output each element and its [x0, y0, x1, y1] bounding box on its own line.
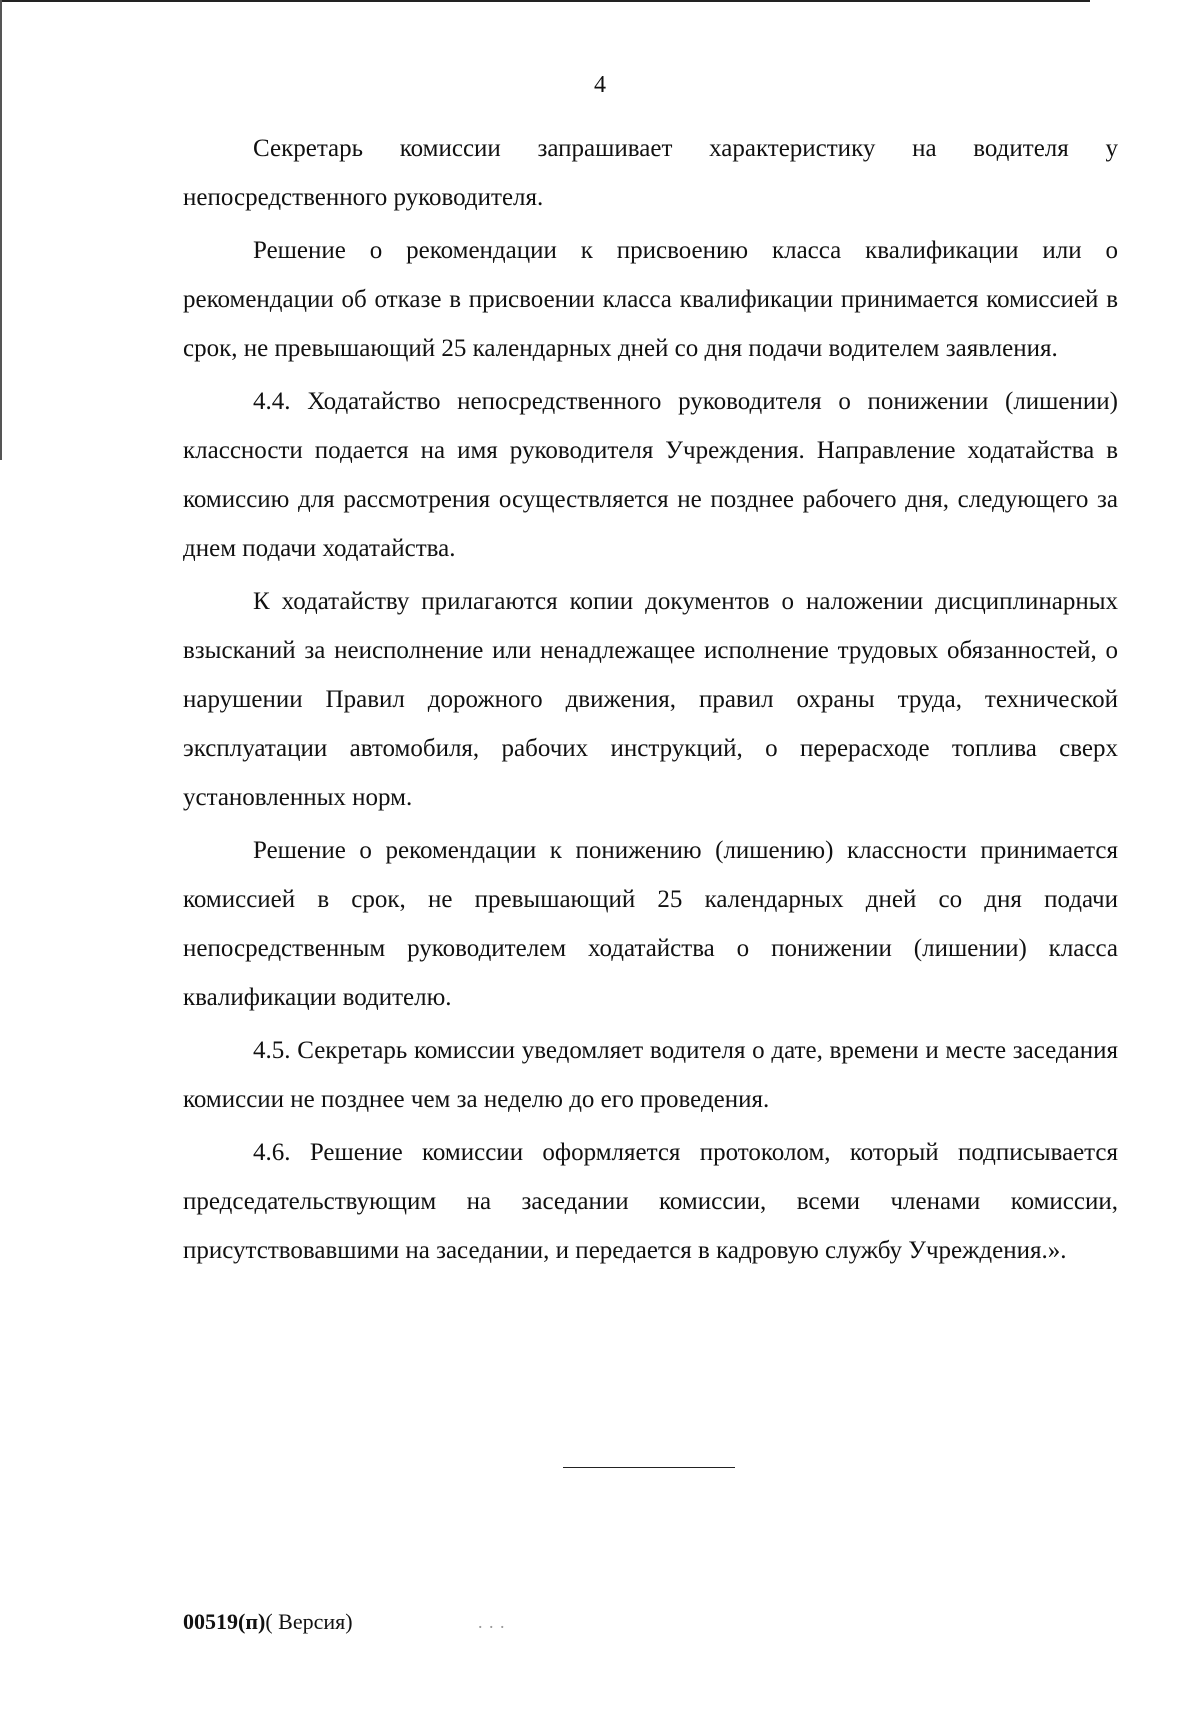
page-number: 4	[594, 72, 606, 98]
document-body	[183, 124, 1118, 1279]
paragraph-secretary-request: Секретарь комиссии запрашивает характеристику на водителя у непосредственного руководителя.	[183, 135, 1118, 211]
left-scan-border	[0, 0, 2, 460]
footer-version: ( Версия)	[265, 1609, 353, 1634]
scan-noise-mark: . . .	[478, 1612, 506, 1632]
paragraph-petition-attachments: К ходатайству прилагаются копии документов о наложении дисциплинарных взысканий за неисполнение или ненадлежащее исполнение трудовых обязанностей, о нарушении Правил дорожного движения, правил охраны труда, технической эксплуатации автомобиля, рабочих инструкций, о перерасходе топлива сверх установленных норм.	[183, 588, 1118, 811]
end-divider-line	[563, 1467, 735, 1468]
paragraph-decision-assignment: Решение о рекомендации к присвоению класса квалификации или о рекомендации об отказе в присвоении класса квалификации принимается комиссией в срок, не превышающий 25 календарных дней со дня подачи водителем заявления.	[183, 237, 1118, 362]
top-scan-border	[0, 0, 1090, 2]
footer-code: 00519(п)	[183, 1609, 266, 1634]
paragraph-decision-downgrade: Решение о рекомендации к понижению (лишению) классности принимается комиссией в срок, не превышающий 25 календарных дней со дня подачи непосредственным руководителем ходатайства о понижении (лишении) класса квалификации водителю.	[183, 837, 1118, 1011]
paragraph-4-4-petition: 4.4. Ходатайство непосредственного руководителя о понижении (лишении) классности подается на имя руководителя Учреждения. Направление ходатайства в комиссию для рассмотрения осуществляется не позднее рабочего дня, следующего за днем подачи ходатайства.	[183, 388, 1118, 562]
footer-document-code	[183, 1608, 353, 1636]
paragraph-4-5-notification: 4.5. Секретарь комиссии уведомляет водителя о дате, времени и месте заседания комиссии не позднее чем за неделю до его проведения.	[183, 1037, 1118, 1113]
paragraph-4-6-protocol: 4.6. Решение комиссии оформляется протоколом, который подписывается председательствующим на заседании комиссии, всеми членами комиссии, присутствовавшими на заседании, и передается в кадровую службу Учреждения.».	[183, 1139, 1118, 1264]
